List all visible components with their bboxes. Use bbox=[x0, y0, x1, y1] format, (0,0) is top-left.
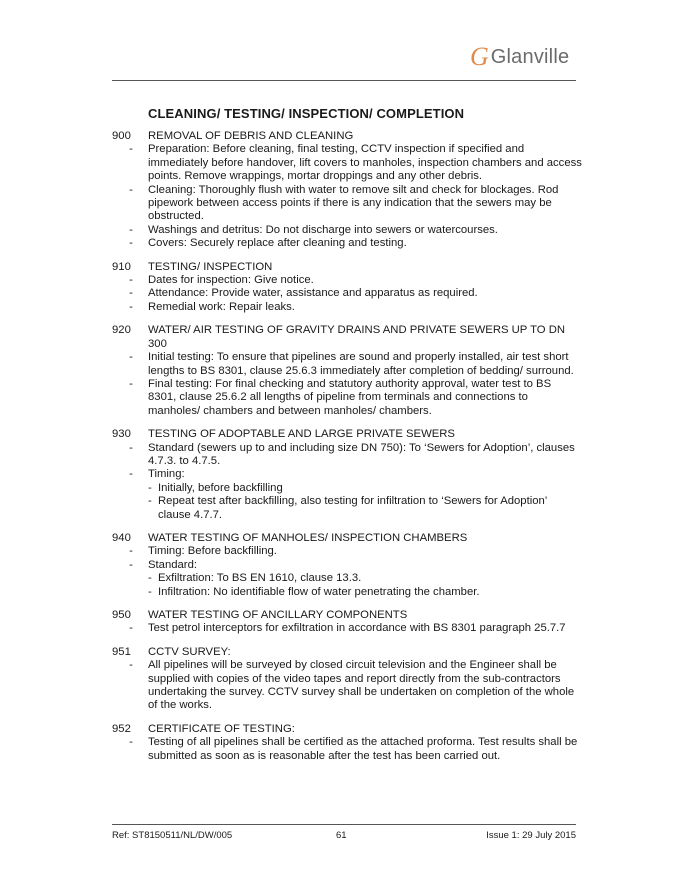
sub-bullet bbox=[148, 586, 582, 599]
sub-bullet-dash: - bbox=[148, 572, 152, 585]
section-title: CCTV SURVEY: bbox=[148, 645, 231, 658]
spec-section bbox=[112, 130, 582, 251]
bullet-dash: - bbox=[129, 274, 133, 287]
bullet-dash: - bbox=[129, 441, 133, 454]
bullet-dash: - bbox=[129, 223, 133, 236]
spec-section bbox=[112, 532, 582, 599]
bullet-dash: - bbox=[129, 287, 133, 300]
section-number: 950 bbox=[112, 609, 131, 621]
sub-bullet-text: Exfiltration: To BS EN 1610, clause 13.3. bbox=[158, 572, 362, 585]
sub-bullet-text: Initially, before backfilling bbox=[158, 481, 283, 494]
sub-bullet bbox=[148, 482, 582, 495]
section-title: TESTING OF ADOPTABLE AND LARGE PRIVATE SEWERS bbox=[148, 428, 455, 441]
bullet-dash: - bbox=[129, 300, 133, 313]
sub-bullet-text: Infiltration: No identifiable flow of water penetrating the chamber. bbox=[158, 585, 480, 598]
bullet-text: Covers: Securely replace after cleaning and testing. bbox=[148, 237, 407, 250]
bullet-text: All pipelines will be surveyed by closed circuit television and the Engineer shall be supplied with copies of the video tapes and report directly from the sub-contractors undertaking the survey. CCTV survey shall be undertaken on completion of the whole of the works. bbox=[148, 659, 575, 712]
bullet-dash: - bbox=[129, 183, 133, 196]
section-title: WATER TESTING OF MANHOLES/ INSPECTION CHAMBERS bbox=[148, 531, 468, 544]
bullet-dash: - bbox=[129, 622, 133, 635]
bullet-text: Timing: Before backfilling. bbox=[148, 545, 277, 558]
sub-bullet bbox=[148, 495, 582, 522]
sub-bullet-list bbox=[148, 572, 582, 599]
logo-text: Glanville bbox=[490, 45, 570, 68]
bullet-text: Cleaning: Thoroughly flush with water to remove silt and check for blockages. Rod pipework between access points if there is any indication that the sewers may be obstructed. bbox=[148, 183, 559, 223]
section-number: 910 bbox=[112, 260, 131, 273]
sub-bullet-dash: - bbox=[148, 585, 152, 598]
header-divider bbox=[112, 80, 576, 81]
bullet-text: Timing: bbox=[148, 468, 185, 481]
spec-section bbox=[112, 261, 582, 315]
page-heading: CLEANING/ TESTING/ INSPECTION/ COMPLETION bbox=[148, 106, 465, 121]
sub-bullet bbox=[148, 572, 582, 585]
bullet-dash: - bbox=[129, 377, 133, 390]
bullet-text: Final testing: For final checking and statutory authority approval, water test to BS 8301, clause 25.6.2 all lengths of pipeline from terminals and connections to manholes/ chambers and between manholes/ chambers. bbox=[148, 377, 552, 417]
bullet-text: Standard (sewers up to and including size DN 750): To ‘Sewers for Adoption’, clauses 4.7.3. to 4.7.5. bbox=[148, 441, 575, 467]
section-number: 930 bbox=[112, 428, 131, 441]
footer-reference: Ref: ST8150511/NL/DW/005 bbox=[112, 830, 233, 841]
section-number: 952 bbox=[112, 722, 131, 735]
sub-bullet-text: Repeat test after backfilling, also testing for infiltration to ‘Sewers for Adoption’ clause 4.7.7. bbox=[158, 495, 547, 521]
bullet-dash: - bbox=[129, 468, 133, 481]
spec-section bbox=[112, 723, 582, 763]
bullet-dash: - bbox=[129, 545, 133, 558]
section-number: 920 bbox=[112, 324, 131, 337]
spec-section bbox=[112, 609, 582, 636]
spec-content bbox=[112, 130, 582, 773]
bullet-text: Dates for inspection: Give notice. bbox=[148, 274, 314, 287]
bullet-dash: - bbox=[129, 558, 133, 571]
bullet-text: Attendance: Provide water, assistance and apparatus as required. bbox=[148, 287, 478, 300]
bullet-text: Testing of all pipelines shall be certified as the attached proforma. Test results shall be submitted as soon as is reasonable after the test has been carried out. bbox=[148, 736, 578, 762]
logo-icon: G bbox=[470, 42, 489, 71]
spec-section bbox=[112, 324, 582, 418]
spec-section bbox=[112, 428, 582, 522]
page-footer bbox=[112, 830, 576, 841]
bullet-text: Initial testing: To ensure that pipelines are sound and properly installed, air test short lengths to BS 8301, clause 25.6.3 immediately after completion of bedding/ surround. bbox=[148, 351, 574, 377]
bullet-dash: - bbox=[129, 351, 133, 364]
sub-bullet-dash: - bbox=[148, 481, 152, 494]
sub-bullet-list bbox=[148, 482, 582, 522]
bullet-text: Remedial work: Repair leaks. bbox=[148, 300, 295, 313]
bullet-text: Washings and detritus: Do not discharge into sewers or watercourses. bbox=[148, 223, 498, 236]
section-title: TESTING/ INSPECTION bbox=[148, 260, 273, 273]
company-logo bbox=[470, 44, 569, 70]
section-number: 940 bbox=[112, 531, 131, 544]
section-title: CERTIFICATE OF TESTING: bbox=[148, 722, 295, 735]
section-number: 900 bbox=[112, 130, 131, 142]
bullet-dash: - bbox=[129, 237, 133, 250]
bullet-text: Preparation: Before cleaning, final testing, CCTV inspection if specified and immediately before handover, lift covers to manholes, inspection chambers and access points. Remove wrappings, mortar droppings and any other debris. bbox=[148, 143, 582, 183]
section-title: WATER/ AIR TESTING OF GRAVITY DRAINS AND PRIVATE SEWERS UP TO DN 300 bbox=[148, 324, 566, 350]
footer-issue: Issue 1: 29 July 2015 bbox=[486, 830, 576, 841]
bullet-dash: - bbox=[129, 659, 133, 672]
page-number: 61 bbox=[336, 830, 347, 841]
bullet-dash: - bbox=[129, 736, 133, 749]
bullet-text: Test petrol interceptors for exfiltration in accordance with BS 8301 paragraph 25.7.7 bbox=[148, 622, 566, 635]
section-title: WATER TESTING OF ANCILLARY COMPONENTS bbox=[148, 609, 408, 621]
section-title: REMOVAL OF DEBRIS AND CLEANING bbox=[148, 130, 354, 142]
sub-bullet-dash: - bbox=[148, 495, 152, 508]
bullet-dash: - bbox=[129, 143, 133, 156]
spec-section bbox=[112, 646, 582, 713]
bullet-text: Standard: bbox=[148, 558, 197, 571]
section-number: 951 bbox=[112, 645, 131, 658]
footer-divider bbox=[112, 824, 576, 825]
